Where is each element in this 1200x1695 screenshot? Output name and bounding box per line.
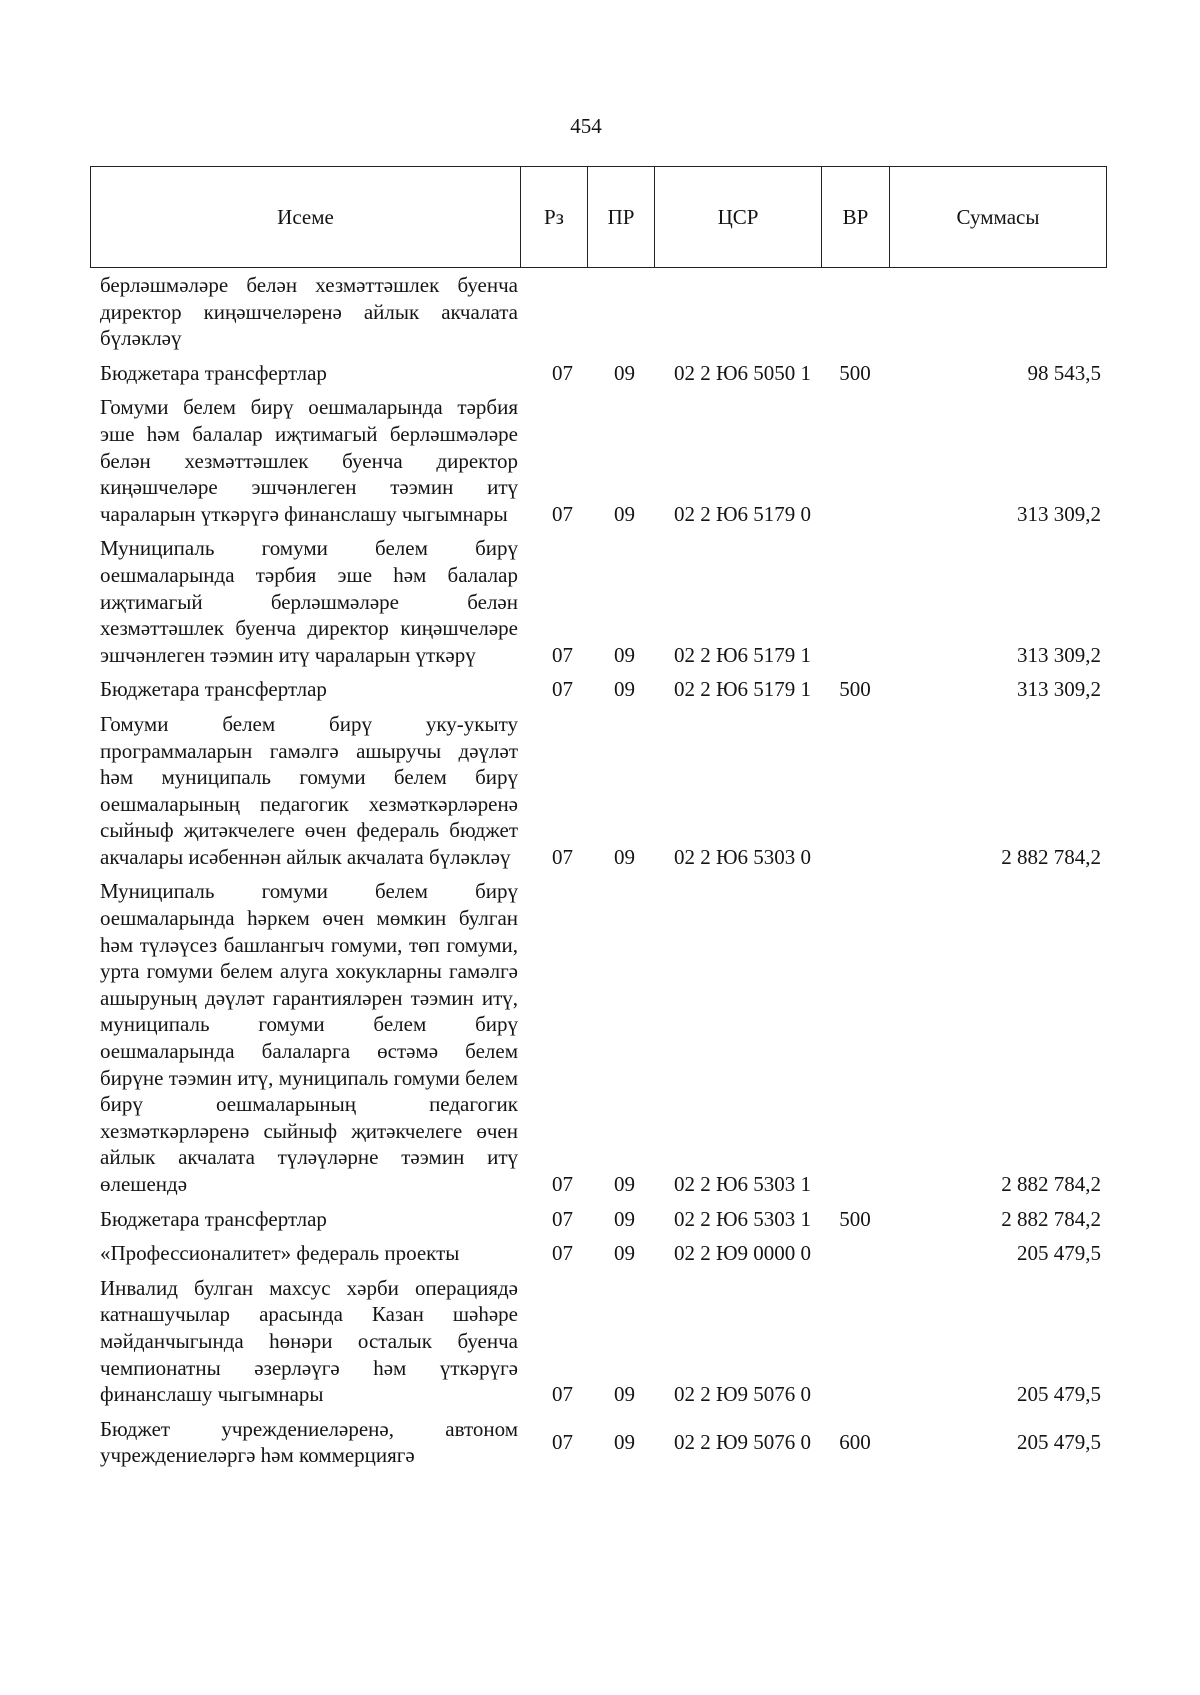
row-csr: 02 2 Ю6 5050 1 [673,360,812,385]
row-rz: 07 [552,360,573,385]
row-rz: 07 [552,677,573,702]
header-pr: ПР [588,167,655,267]
row-pr: 09 [614,1241,635,1266]
row-sum: 2 882 784,2 [1001,1206,1101,1231]
row-vr: 500 [839,360,871,385]
row-csr: 02 2 Ю6 5303 0 [673,844,812,869]
row-name: Бюджет учреждениеләренә, автоном учреждениеләргә һәм коммерциягә [100,1416,518,1468]
row-sum: 205 479,5 [1017,1430,1101,1455]
row-csr: 02 2 Ю6 5179 1 [673,642,812,667]
row-pr: 09 [614,844,635,869]
row-pr: 09 [614,360,635,385]
row-csr: 02 2 Ю6 5179 0 [673,501,812,526]
table-row [90,272,1107,352]
row-csr: 02 2 Ю9 5076 0 [673,1430,812,1455]
row-csr: 02 2 Ю6 5303 1 [673,1172,812,1196]
table-row [90,711,1107,871]
header-name: Исеме [91,167,521,267]
row-rz: 07 [552,1241,573,1266]
row-sum: 98 543,5 [1027,360,1101,385]
row-name: «Профессионалитет» федераль проекты [100,1241,460,1266]
row-sum: 2 882 784,2 [1001,1172,1101,1196]
header-csr: ЦСР [655,167,822,267]
row-pr: 09 [614,1430,635,1455]
row-vr: 500 [839,677,871,702]
row-pr: 09 [614,1172,635,1196]
table-header [90,166,1107,268]
row-sum: 205 479,5 [1017,1382,1101,1407]
table-row [90,1206,1107,1233]
table-row [90,878,1107,1197]
row-pr: 09 [614,677,635,702]
row-pr: 09 [614,1382,635,1407]
page-number: 454 [570,114,602,138]
row-sum: 2 882 784,2 [1001,844,1101,869]
row-csr: 02 2 Ю6 5179 1 [673,677,812,702]
table-row [90,1416,1107,1469]
table-body [90,272,1107,1477]
table-row [90,676,1107,703]
row-csr: 02 2 Ю6 5303 1 [673,1206,812,1231]
row-rz: 07 [552,501,573,526]
table-row [90,1240,1107,1267]
row-csr: 02 2 Ю9 0000 0 [673,1241,812,1266]
row-sum: 313 309,2 [1017,501,1101,526]
table-row [90,535,1107,668]
row-name: Муниципаль гомуми белем бирү оешмаларында тәрбия эше һәм балалар иҗтимагый берләшмәләре белән хезмәттәшлек буенча директор киңәшчеләре эшчәнлеген тәэмин итү чараларын үткәрү [100,536,518,667]
row-rz: 07 [552,1382,573,1407]
header-sum: Суммасы [956,204,1040,229]
row-sum: 313 309,2 [1017,677,1101,702]
header-vr: ВР [822,167,890,267]
row-name: Муниципаль гомуми белем бирү оешмаларында һәркем өчен мөмкин булган һәм түләүсез башлангыч гомуми, төп гомуми, урта гомуми белем алуга хокукларны гамәлгә ашыруның дәүләт гарантияләрен тәэмин итү, муниципаль гомуми белем бирү оешмаларында балаларга өстәмә белем бирүне тәэмин итү, муниципаль гомуми белем бирү оешмаларының педагогик хезмәткәрләренә сыйныф җитәкчелеге өчен айлык акчалата түләүләрне тәэмин итү өлешендә [100,879,518,1196]
row-name: Инвалид булган махсус хәрби операциядә катнашучылар арасында Казан шәһәре мәйданчыгында һөнәри осталык буенча чемпионатны әзерләүгә һәм үткәрүгә финанслашу чыгымнары [100,1275,518,1407]
row-name: Бюджетара трансфертлар [100,677,327,702]
row-name: берләшмәләре белән хезмәттәшлек буенча директор киңәшчеләренә айлык акчалата бүләкләү [100,273,518,351]
table-row [90,360,1107,387]
row-sum: 205 479,5 [1017,1241,1101,1266]
row-name: Бюджетара трансфертлар [100,1206,327,1231]
row-rz: 07 [552,1430,573,1455]
row-rz: 07 [552,642,573,667]
row-vr: 600 [839,1430,871,1455]
row-vr: 500 [839,1206,871,1231]
row-rz: 07 [552,1206,573,1231]
header-rz: Рз [521,167,588,267]
row-rz: 07 [552,844,573,869]
row-name: Гомуми белем бирү уку-укыту программаларын гамәлгә ашыручы дәүләт һәм муниципаль гомуми белем бирү оешмаларының педагогик хезмәткәрләренә сыйныф җитәкчелеге өчен федераль бюджет акчалары исәбеннән айлык акчалата бүләкләү [100,711,518,869]
row-pr: 09 [614,1206,635,1231]
row-name: Бюджетара трансфертлар [100,360,327,385]
table-row [90,394,1107,527]
row-name: Гомуми белем бирү оешмаларында тәрбия эше һәм балалар иҗтимагый берләшмәләре белән хезмәттәшлек буенча директор киңәшчеләре эшчәнлеген тәэмин итү чараларын үткәрүгә финанслашу чыгымнары [100,395,518,526]
row-rz: 07 [552,1172,573,1196]
row-pr: 09 [614,642,635,667]
table-row [90,1275,1107,1408]
row-csr: 02 2 Ю9 5076 0 [673,1382,812,1407]
row-pr: 09 [614,501,635,526]
row-sum: 313 309,2 [1017,642,1101,667]
